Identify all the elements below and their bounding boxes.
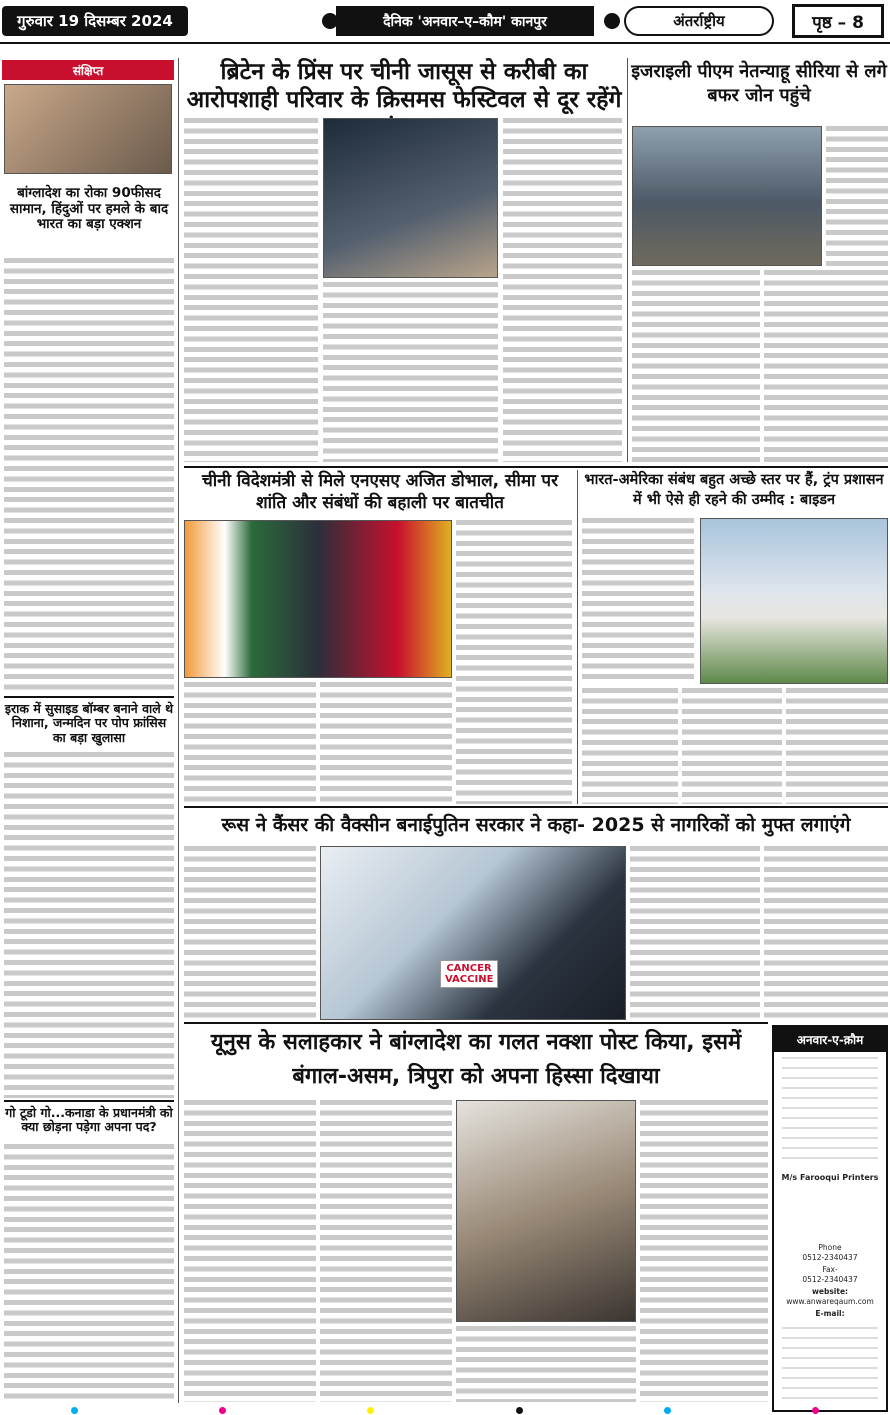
imprint-fax: 0512-2340437 xyxy=(802,1275,858,1284)
usa-body-col4 xyxy=(786,688,888,804)
prince-andrew-photo xyxy=(323,118,498,278)
israel-body-col1 xyxy=(632,270,760,462)
yunus-body-col4 xyxy=(640,1100,768,1402)
divider xyxy=(4,1100,174,1102)
bangladesh-trade-headline: बांग्लादेश का रोका 90फीसद सामान, हिंदुओं पर हमले के बाद भारत का बड़ा एक्शन xyxy=(9,185,169,233)
imprint-phone: 0512-2340437 xyxy=(802,1253,858,1262)
column-rule xyxy=(627,58,628,462)
divider xyxy=(184,466,888,468)
divider xyxy=(184,1022,768,1024)
china-body-col2 xyxy=(320,682,452,804)
yellow-dot xyxy=(367,1407,374,1414)
china-headline: चीनी विदेशमंत्री से मिले एनएसए अजित डोभाल, सीमा पर शांति और संबंधों की बहाली पर बातचीत xyxy=(201,471,559,513)
vial-label-line1: CANCER xyxy=(446,963,492,974)
bangladesh-trade-body xyxy=(4,258,174,690)
column-rule xyxy=(577,470,578,804)
print-registration-marks xyxy=(0,1405,890,1415)
issue-date: गुरुवार 19 दिसम्बर 2024 xyxy=(2,6,188,36)
imprint-phone-label: Phone xyxy=(818,1243,842,1252)
imprint-fax-label: Fax- xyxy=(822,1265,838,1274)
lead-headline: ब्रिटेन के प्रिंस पर चीनी जासूस से करीबी का आरोपशाही परिवार के क्रिसमस फेस्टिवल से दूर रहेंगे xyxy=(186,59,622,113)
lead-body-col1 xyxy=(184,118,318,462)
doval-wang-yi-photo xyxy=(184,520,452,678)
usa-headline: भारत-अमेरिका संबंध बहुत अच्छे स्तर पर हैं, ट्रंप प्रशासन में भी ऐसे ही रहने की उम्मीद : बाइडन xyxy=(584,472,884,508)
imprint-title: अनवार-ए-क़ौम xyxy=(774,1027,886,1052)
putin-vaccine-photo xyxy=(320,846,626,1020)
white-house-photo xyxy=(700,518,888,684)
usa-body-col3 xyxy=(682,688,782,804)
yunus-body-col3 xyxy=(456,1326,636,1402)
yunus-headline: यूनुस के सलाहकार ने बांग्लादेश का गलत नक्शा पोस्ट किया, इसमें बंगाल-असम, त्रिपुरा को अपना हिस्सा दिखाया xyxy=(210,1030,742,1089)
page-number: पृष्ठ – 8 xyxy=(792,4,884,38)
masthead-rule xyxy=(0,42,890,44)
cyan-dot xyxy=(664,1407,671,1414)
advisor-photo xyxy=(456,1100,636,1322)
russia-body-col4 xyxy=(764,846,888,1020)
lead-body-col3 xyxy=(503,118,622,462)
paper-name: दैनिक 'अनवार–ए–कौम' कानपुर xyxy=(336,6,594,36)
usa-body-col2 xyxy=(582,688,678,804)
cyan-dot xyxy=(71,1407,78,1414)
imprint-email-label: E-mail: xyxy=(815,1309,845,1318)
israel-headline: इजराइली पीएम नेतन्याहू सीरिया से लगे बफर जोन पहुंचे xyxy=(631,61,887,106)
netanyahu-photo xyxy=(632,126,822,266)
israel-body-col2 xyxy=(764,270,888,462)
imprint-text-lines xyxy=(782,1327,878,1405)
magenta-dot xyxy=(812,1407,819,1414)
pope-body xyxy=(4,752,174,1098)
china-body-col3 xyxy=(456,520,572,804)
divider xyxy=(4,696,174,698)
israel-body-side xyxy=(826,126,888,266)
imprint-printer: M/s Farooqui Printers xyxy=(781,1173,879,1182)
usa-body-col1 xyxy=(582,518,694,684)
vial-label-line2: VACCINE xyxy=(445,974,494,985)
imprint-box xyxy=(772,1025,888,1412)
modi-yunus-photo xyxy=(4,84,172,174)
imprint-website[interactable]: www.anwareqaum.com xyxy=(786,1297,874,1306)
magenta-dot xyxy=(219,1407,226,1414)
bullet-icon xyxy=(604,13,620,29)
russia-body-col3 xyxy=(630,846,760,1020)
black-dot xyxy=(516,1407,523,1414)
divider xyxy=(184,806,888,808)
column-rule xyxy=(178,58,179,1403)
section-name: अंतर्राष्ट्रीय xyxy=(624,6,774,36)
masthead xyxy=(0,0,890,46)
yunus-body-col2 xyxy=(320,1100,452,1402)
imprint-text-lines xyxy=(782,1057,878,1167)
russia-headline: रूस ने कैंसर की वैक्सीन बनाईपुतिन सरकार ने कहा- 2025 से नागरिकों को मुफ्त लगाएंगे xyxy=(221,814,851,836)
canada-body xyxy=(4,1144,174,1402)
canada-headline: गो टूडो गो...कनाडा के प्रधानमंत्री को क्या छोड़ना पड़ेगा अपना पद? xyxy=(5,1105,173,1135)
pope-headline: इराक में सुसाइड बॉम्बर बनाने वाले थे निशाना, जन्मदिन पर पोप फ्रांसिस का बड़ा खुलासा xyxy=(4,701,174,745)
brief-tag: संक्षिप्त xyxy=(2,60,174,80)
vaccine-vial-label xyxy=(440,960,498,988)
russia-body-col1 xyxy=(184,846,316,1020)
lead-body-col2 xyxy=(323,282,498,462)
imprint-website-label: website: xyxy=(811,1287,849,1296)
china-body-col1 xyxy=(184,682,316,804)
yunus-body-col1 xyxy=(184,1100,316,1402)
